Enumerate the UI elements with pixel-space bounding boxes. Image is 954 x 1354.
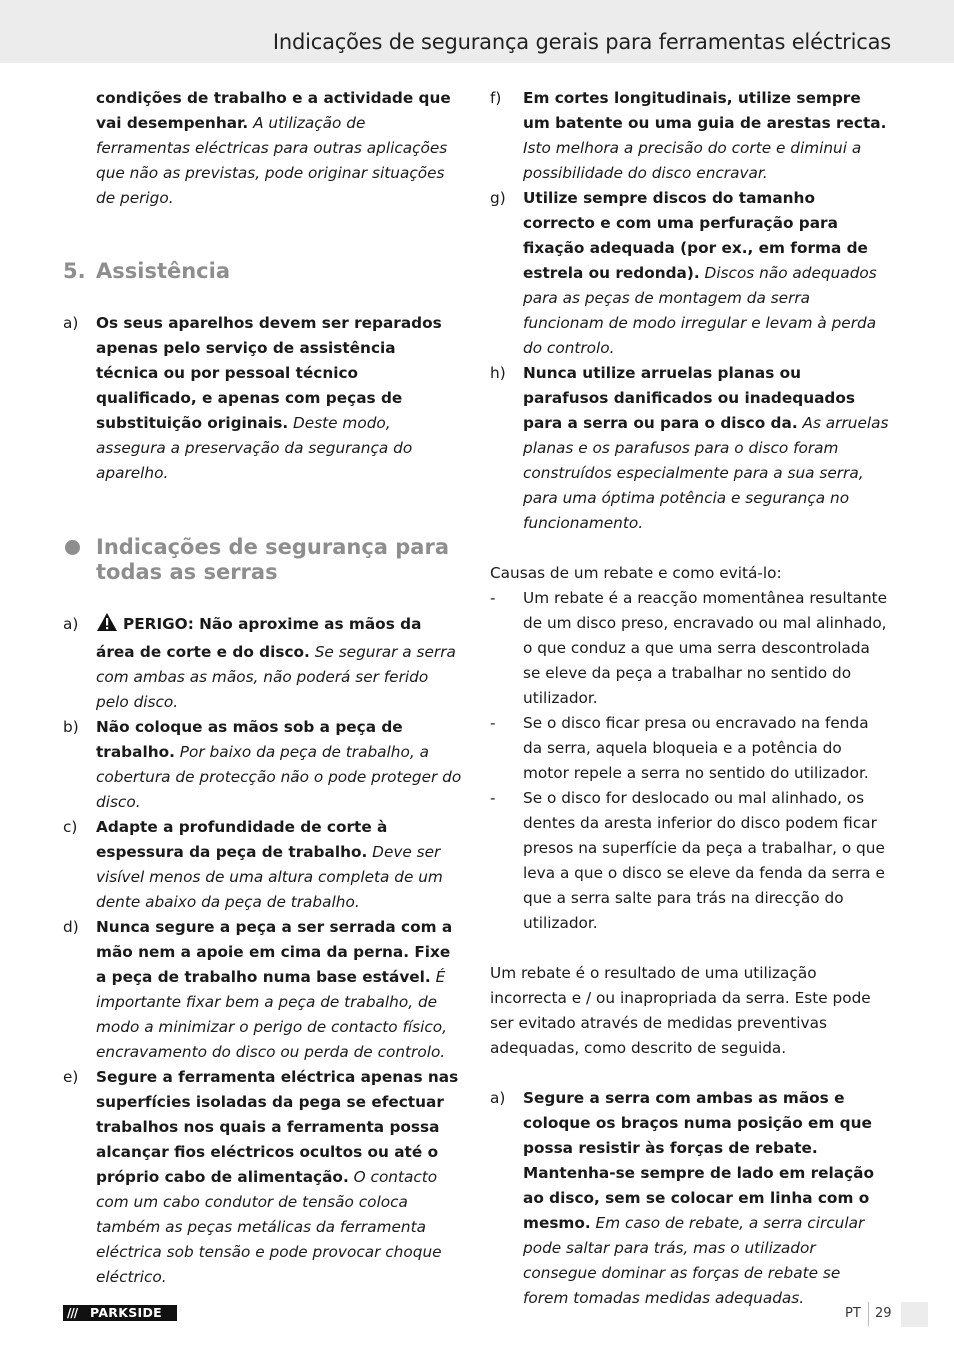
item-italic: O contacto com um cabo condutor de tensão coloca também as peças metálicas da ferramenta eléctrica sob tensão e pode provocar choque eléctrico.	[96, 1168, 442, 1286]
footer-box	[901, 1302, 928, 1327]
item-marker: f)	[490, 89, 502, 107]
list-item	[63, 715, 463, 815]
section-heading-serras	[63, 535, 463, 585]
item-bold: Nunca segure a peça a ser serrada com a mão nem a apoie em cima da perna. Fixe a peça de trabalho numa base estável.	[96, 918, 453, 986]
dash-marker: -	[490, 714, 496, 732]
item-marker: e)	[63, 1068, 79, 1086]
dash-marker: -	[490, 789, 496, 807]
list-item	[490, 86, 890, 186]
item-bold: Utilize sempre discos do tamanho correcto e com uma perfuração para fixação adequada (por ex., em forma de estrela ou redonda).	[523, 189, 868, 282]
item-text: Se o disco for deslocado ou mal alinhado, os dentes da aresta inferior do disco podem ficar presos na superfície da peça a trabalhar, o que leva a que o disco se eleve da fenda da serra e que a serra salte para trás na direcção do utilizador.	[523, 789, 885, 932]
list-item	[63, 915, 463, 1065]
page-number: 29	[875, 1306, 892, 1321]
intro-italic: A utilização de ferramentas eléctricas para outras aplicações que não as previstas, pode originar situações de perigo.	[96, 114, 448, 207]
header-bar	[0, 0, 954, 63]
item-italic: Discos não adequados para as peças de montagem da serra funcionam de modo irregular e levam à perda do controlo.	[523, 264, 877, 357]
item-bold: Os seus aparelhos devem ser reparados apenas pelo serviço de assistência técnica ou por pessoal técnico qualificado, e apenas com peças de substituição originais.	[96, 314, 442, 432]
spacer	[490, 536, 890, 561]
item-text: Um rebate é a reacção momentânea resultante de um disco preso, encravado ou mal alinhado, o que conduz a que uma serra descontrolada se eleve da peça a trabalhar no sentido do utilizador.	[523, 589, 888, 707]
right-column	[490, 86, 890, 1311]
item-italic: Se segurar a serra com ambas as mãos, não poderá ser ferido pelo disco.	[96, 643, 456, 711]
kickback-paragraph: Um rebate é o resultado de uma utilização incorrecta e / ou inapropriada da serra. Este pode ser evitado através de medidas preventivas adequadas, como descrito de seguida.	[490, 964, 871, 1057]
list-item	[490, 786, 890, 936]
item-marker: c)	[63, 818, 78, 836]
list-item	[63, 311, 463, 486]
item-bold: Em cortes longitudinais, utilize sempre um batente ou uma guia de arestas recta.	[523, 89, 887, 132]
section-heading-assistencia	[63, 259, 463, 284]
item-marker: b)	[63, 718, 79, 736]
list-item	[63, 815, 463, 915]
item-italic: Por baixo da peça de trabalho, a cobertura de protecção não o pode proteger do disco.	[96, 743, 462, 811]
dash-marker: -	[490, 589, 496, 607]
item-bold: Segure a serra com ambas as mãos e coloque os braços numa posição em que possa resistir às forças de rebate. Mantenha-se sempre de lado em relação ao disco, sem se colocar em linha com o mesmo.	[523, 1089, 875, 1232]
footer-divider	[868, 1302, 869, 1326]
item-marker: d)	[63, 918, 79, 936]
warning-icon	[96, 612, 118, 640]
spacer	[490, 936, 890, 961]
list-item	[63, 612, 463, 715]
logo-stripes: ///	[67, 1306, 78, 1320]
kickback-heading: Causas de um rebate e como evitá-lo:	[490, 564, 782, 582]
item-italic: As arruelas planas e os parafusos para o disco foram construídos especialmente para a sua serra, para uma óptima potência e segurança no funcionamento.	[523, 414, 889, 532]
item-bold: Não coloque as mãos sob a peça de trabalho.	[96, 718, 403, 761]
intro-bold: condições de trabalho e a actividade que vai desempenhar.	[96, 89, 451, 132]
item-bold: Segure a ferramenta eléctrica apenas nas superfícies isoladas da pega se efectuar trabalhos nos quais a ferramenta possa alcançar fios eléctricos ocultos ou até o próprio cabo de alimentação.	[96, 1068, 459, 1186]
item-text: Se o disco ficar presa ou encravado na fenda da serra, aquela bloqueia e a potência do motor repele a serra no sentido do utilizador.	[523, 714, 869, 782]
logo-brand: PARKSIDE	[90, 1305, 162, 1320]
item-marker: h)	[490, 364, 506, 382]
section-title: Assistência	[96, 259, 230, 283]
parkside-logo	[63, 1305, 177, 1321]
item-marker: a)	[63, 615, 79, 633]
list-item	[490, 361, 890, 536]
item-italic: Deste modo, assegura a preservação da segurança do aparelho.	[96, 414, 413, 482]
list-item	[490, 711, 890, 786]
bullet-icon	[65, 540, 80, 555]
item-bold: Nunca utilize arruelas planas ou parafusos danificados ou inadequados para a serra ou para o disco da.	[523, 364, 855, 432]
item-marker: g)	[490, 189, 506, 207]
item-marker: a)	[63, 314, 79, 332]
intro-paragraph	[63, 86, 463, 211]
item-italic: É importante fixar bem a peça de trabalho, de modo a minimizar o perigo de contacto físico, encravamento do disco ou perda de controlo.	[96, 968, 447, 1061]
left-column	[63, 86, 463, 1290]
page-title: Indicações de segurança gerais para ferramentas eléctricas	[272, 30, 891, 54]
item-bold: PERIGO: Não aproxime as mãos da área de corte e do disco.	[96, 615, 422, 661]
section-number: 5.	[63, 259, 86, 283]
item-italic: Isto melhora a precisão do corte e diminui a possibilidade do disco encravar.	[523, 139, 862, 182]
item-bold: Adapte a profundidade de corte à espessura da peça de trabalho.	[96, 818, 388, 861]
list-item	[490, 186, 890, 361]
language-code: PT	[845, 1306, 861, 1321]
item-marker: a)	[490, 1089, 506, 1107]
list-item	[490, 586, 890, 711]
list-item	[490, 1086, 890, 1311]
spacer	[490, 1061, 890, 1086]
list-item	[63, 1065, 463, 1290]
item-italic: Em caso de rebate, a serra circular pode saltar para trás, mas o utilizador consegue dominar as forças de rebate se forem tomadas medidas adequadas.	[523, 1214, 865, 1307]
section-title: Indicações de segurança para todas as serras	[96, 535, 449, 584]
item-italic: Deve ser visível menos de uma altura completa de um dente abaixo da peça de trabalho.	[96, 843, 443, 911]
